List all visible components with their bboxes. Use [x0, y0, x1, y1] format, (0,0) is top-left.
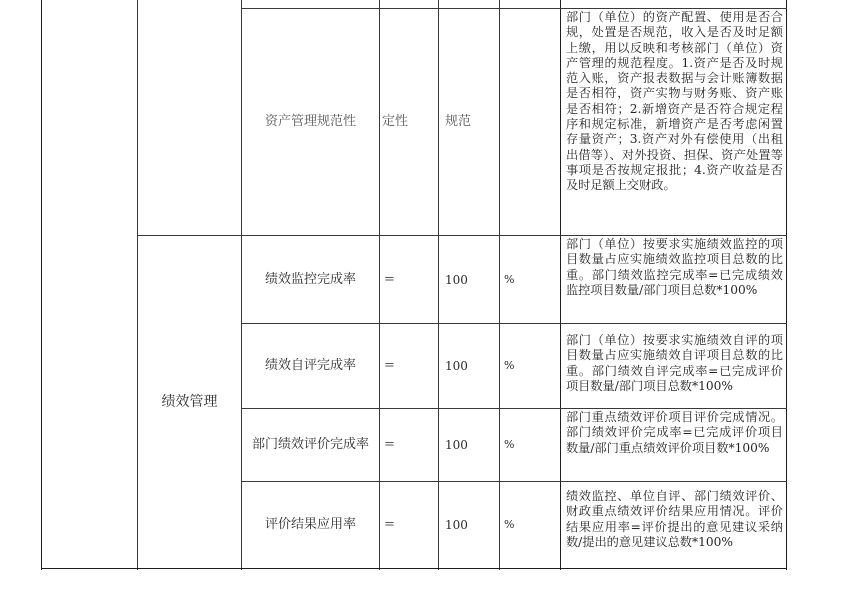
target-cell: 100: [445, 518, 468, 532]
unit-cell: %: [504, 518, 515, 531]
unit-cell: %: [504, 438, 515, 451]
indicator-cell: 资产管理规范性: [264, 114, 356, 129]
indicator-cell: 部门绩效评价完成率: [251, 437, 369, 452]
table-border-right: [786, 0, 787, 570]
description-cell: 绩效监控、单位自评、部门绩效评价、财政重点绩效评价结果应用情况。评价结果应用率=评价提出的意见建议采纳数/提出的意见建议总数*100%: [566, 489, 783, 549]
operator-cell: =: [384, 271, 395, 287]
description-cell: 部门（单位）按要求实施绩效监控的项目数量占应实施绩效监控项目总数的比重。部门绩效监控完成率=已完成绩效监控项目数量/部门项目总数*100%: [566, 237, 783, 297]
operator-cell: 定性: [382, 114, 409, 129]
indicator-cell: 绩效自评完成率: [264, 358, 356, 373]
description-cell: 部门（单位）的资产配置、使用是否合规，处置是否规范，收入是否及时足额上缴，用以反映和考核部门（单位）资产管理的规范程度。1.资产是否及时规范入账，资产报表数据与会计账簿数据是否相符，资产实物与财务账、资产账是否相符；2.新增资产是否符合规定程序和规定标准，新增资产是否考虑闲置存量资产；3.资产对外有偿使用（出租出借等）、对外投资、担保、资产处置等事项是否按规定报批；4.资产收益是否及时足额上交财政。: [566, 10, 783, 193]
unit-cell: %: [504, 272, 515, 286]
table-border-left: [41, 0, 42, 570]
target-cell: 100: [445, 438, 468, 452]
target-cell: 100: [445, 272, 468, 287]
target-cell: 100: [445, 359, 468, 373]
description-cell: 部门（单位）按要求实施绩效自评的项目数量占应实施绩效自评项目总数的比重。部门绩效自评完成率=已完成评价项目数量/部门项目总数*100%: [566, 333, 783, 393]
description-cell: 部门重点绩效评价项目评价完成情况。部门绩效评价完成率=已完成评价项目数量/部门重点绩效评价项目数*100%: [566, 410, 783, 455]
operator-cell: =: [384, 437, 395, 452]
category-performance-management: 绩效管理: [161, 394, 218, 410]
indicator-cell: 评价结果应用率: [264, 517, 356, 532]
table-border-bottom: [41, 568, 787, 569]
operator-cell: =: [384, 358, 395, 373]
operator-cell: =: [384, 517, 395, 532]
unit-cell: %: [504, 359, 515, 372]
target-cell: 规范: [445, 114, 472, 129]
unit-cell: [500, 9, 560, 235]
indicator-cell: 绩效监控完成率: [264, 271, 356, 287]
